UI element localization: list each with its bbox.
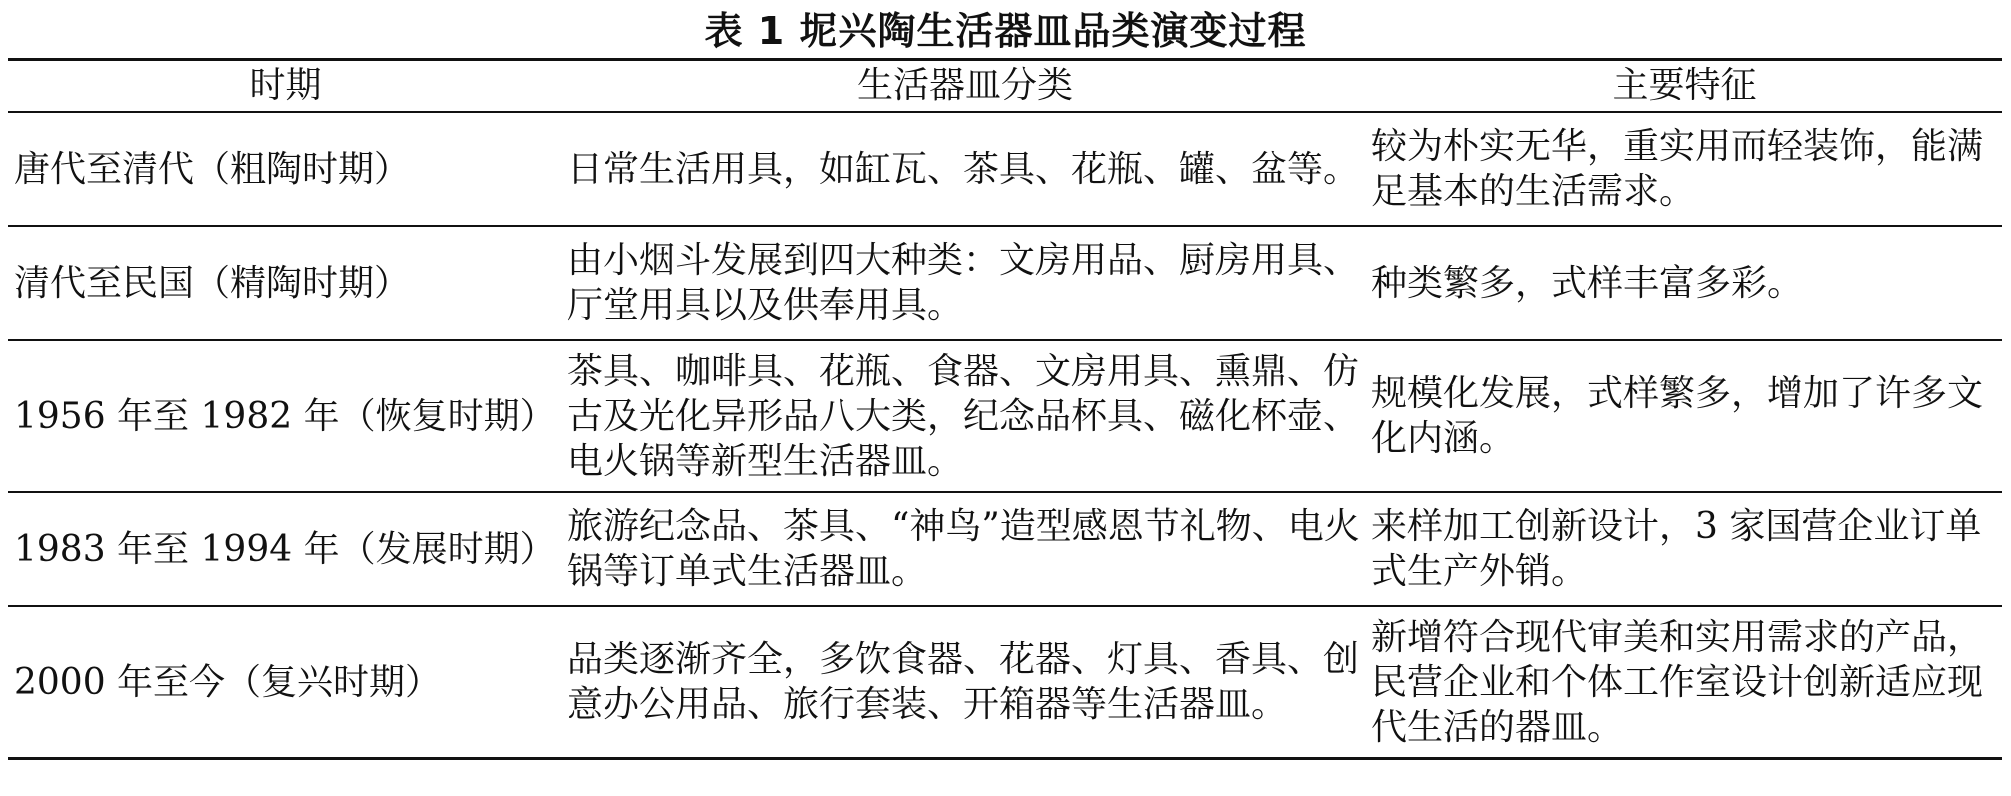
header-period: 时期 — [249, 65, 322, 106]
cell-category: 茶具、咖啡具、花瓶、食器、文房用具、熏鼎、仿古及光化异形品八大类，纪念品杯具、磁化杯壶、电火锅等新型生活器皿。 — [567, 350, 1360, 482]
header-category: 生活器皿分类 — [856, 65, 1073, 106]
header-feature: 主要特征 — [1612, 65, 1757, 106]
cell-period: 清代至民国（精陶时期） — [14, 262, 411, 304]
cell-period: 唐代至清代（粗陶时期） — [14, 148, 411, 190]
table-row — [8, 606, 2002, 759]
cell-feature: 规模化发展，式样繁多，增加了许多文化内涵。 — [1371, 373, 1984, 459]
cell-category: 品类逐渐齐全，多饮食器、花器、灯具、香具、创意办公用品、旅行套装、开箱器等生活器皿。 — [567, 639, 1360, 725]
cell-feature: 较为朴实无华，重实用而轻装饰，能满足基本的生活需求。 — [1371, 126, 1984, 212]
cell-period: 2000 年至今（复兴时期） — [14, 661, 442, 703]
cell-feature: 种类繁多，式样丰富多彩。 — [1371, 262, 1804, 304]
table-header-row — [8, 60, 2002, 113]
cell-period: 1956 年至 1982 年（恢复时期） — [14, 395, 556, 437]
evolution-table — [8, 58, 2002, 760]
cell-category: 由小烟斗发展到四大种类：文房用品、厨房用具、厅堂用具以及供奉用具。 — [567, 240, 1360, 326]
cell-feature: 新增符合现代审美和实用需求的产品，民营企业和个体工作室设计创新适应现代生活的器皿。 — [1371, 616, 1984, 748]
cell-category: 日常生活用具，如缸瓦、茶具、花瓶、罐、盆等。 — [567, 148, 1360, 190]
cell-period: 1983 年至 1994 年（发展时期） — [14, 528, 556, 570]
cell-feature: 来样加工创新设计，3 家国营企业订单式生产外销。 — [1371, 506, 1982, 592]
table-caption: 表 1 坭兴陶生活器皿品类演变过程 — [704, 9, 1307, 53]
table-row — [8, 226, 2002, 340]
table-row — [8, 340, 2002, 492]
table-row — [8, 492, 2002, 606]
table-row — [8, 112, 2002, 226]
cell-category: 旅游纪念品、茶具、“神鸟”造型感恩节礼物、电火锅等订单式生活器皿。 — [567, 506, 1360, 592]
